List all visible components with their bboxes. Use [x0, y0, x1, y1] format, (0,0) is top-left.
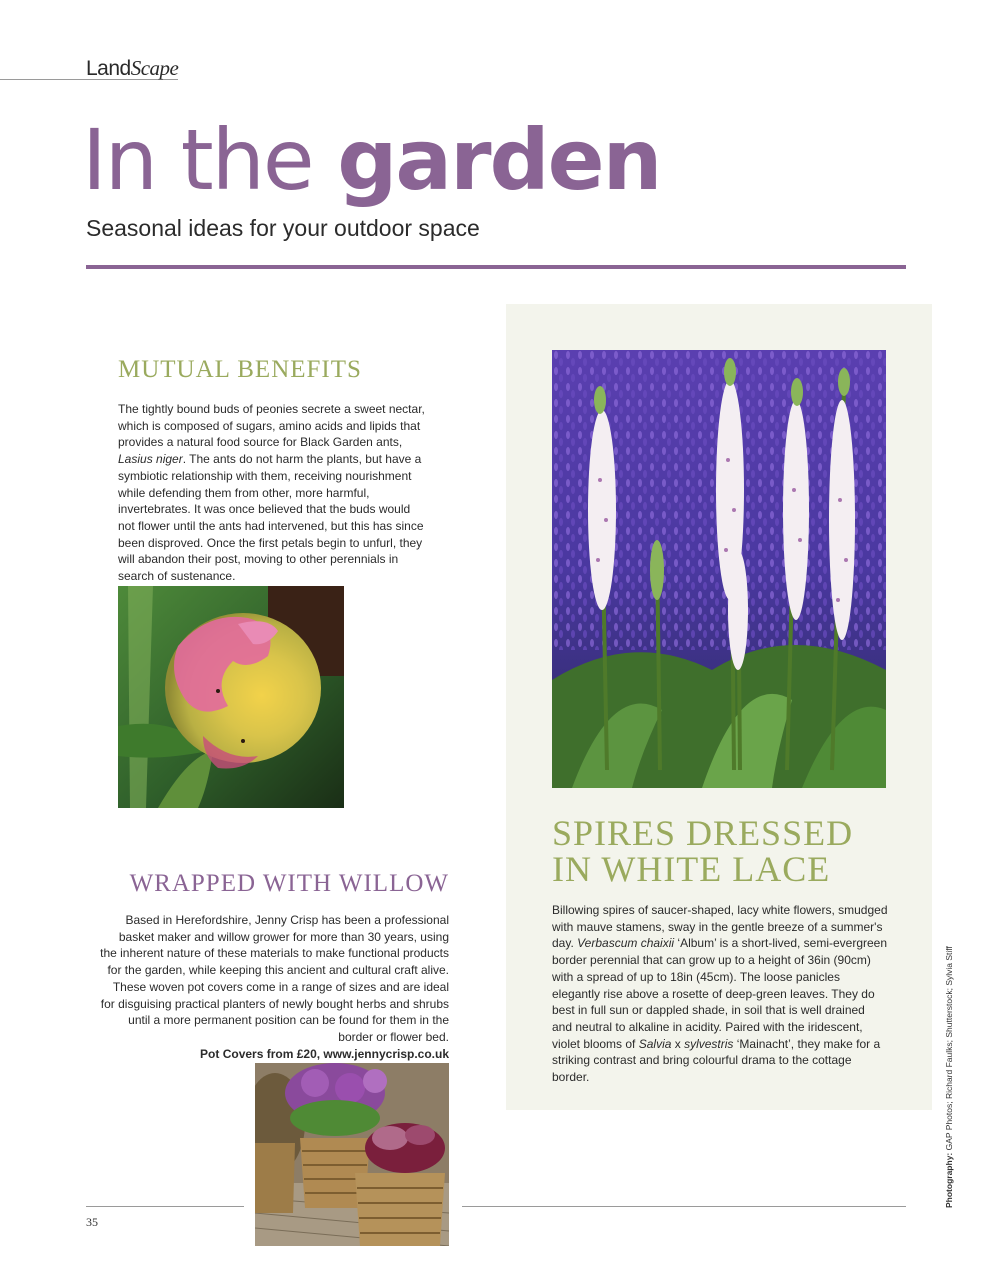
page-number: 35	[86, 1215, 98, 1229]
verbascum-spires-photo	[552, 350, 886, 788]
masthead-logo: LandScape	[86, 56, 179, 80]
spires-body: Billowing spires of saucer-shaped, lacy white flowers, smudged with mauve stamens, sway in the gentle breeze of a summer's day. Verbascum chaixii ‘Album’ is a short-lived, semi-evergreen border perennial that can grow up to a height of 36in (90cm) with a spread of up to 18in (45cm). The loose panicles elegantly rise above a rosette of deep-green leaves. They do best in full sun or dappled shade, in soil that is well drained and neutral to alkaline in acidity. Paired with the iridescent, violet blooms of Salvia x sylvestris ‘Mainacht’, they make for a striking contrast and bring colourful drama to the cottage border.	[552, 903, 888, 1085]
page-title: In the garden	[82, 111, 661, 209]
mutual-body: The tightly bound buds of peonies secrete a sweet nectar, which is composed of sugars, amino acids and lipids that provides a natural food source for Black Garden ants, Lasius niger. The ants do not harm the plants, but have a symbiotic relationship with them, receiving nourishment while defending them from other, more harmful, invertebrates. It was once believed that the buds would not flower until the ants had intervened, but this has since been disproved. Once the first petals begin to unfurl, they will abandon their post, moving to other perennials in search of sustenance.	[118, 402, 425, 584]
footer-rule-left	[86, 1206, 244, 1207]
footer-rule-right	[462, 1206, 906, 1207]
willow-body: Based in Herefordshire, Jenny Crisp has been a professional basket maker and willow grower for more than 30 years, using the inherent nature of these materials to make functional products for the garden, while keeping this ancient and cultural craft alive. These woven pot covers come in a range of sizes and are ideal for disguising practical planters of newly bought herbs and shrubs until a more permanent position can be found for them in the border or flower bed. Pot Covers from £20, www.jennycrisp.co.uk	[100, 913, 449, 1061]
peony-bud-photo	[118, 586, 344, 808]
spires-heading: SPIRES DRESSED IN WHITE LACE	[552, 813, 854, 889]
willow-baskets-photo	[255, 1063, 449, 1246]
willow-credit: Pot Covers from £20, www.jennycrisp.co.uk	[200, 1046, 449, 1061]
willow-heading: WRAPPED WITH WILLOW	[129, 870, 449, 897]
photo-credits: Photography: GAP Photos; Richard Faulks; Shutterstock; Sylvia Stiff	[944, 946, 954, 1208]
mutual-heading: MUTUAL BENEFITS	[118, 356, 362, 383]
title-divider	[86, 265, 906, 269]
page-subtitle: Seasonal ideas for your outdoor space	[86, 215, 480, 241]
